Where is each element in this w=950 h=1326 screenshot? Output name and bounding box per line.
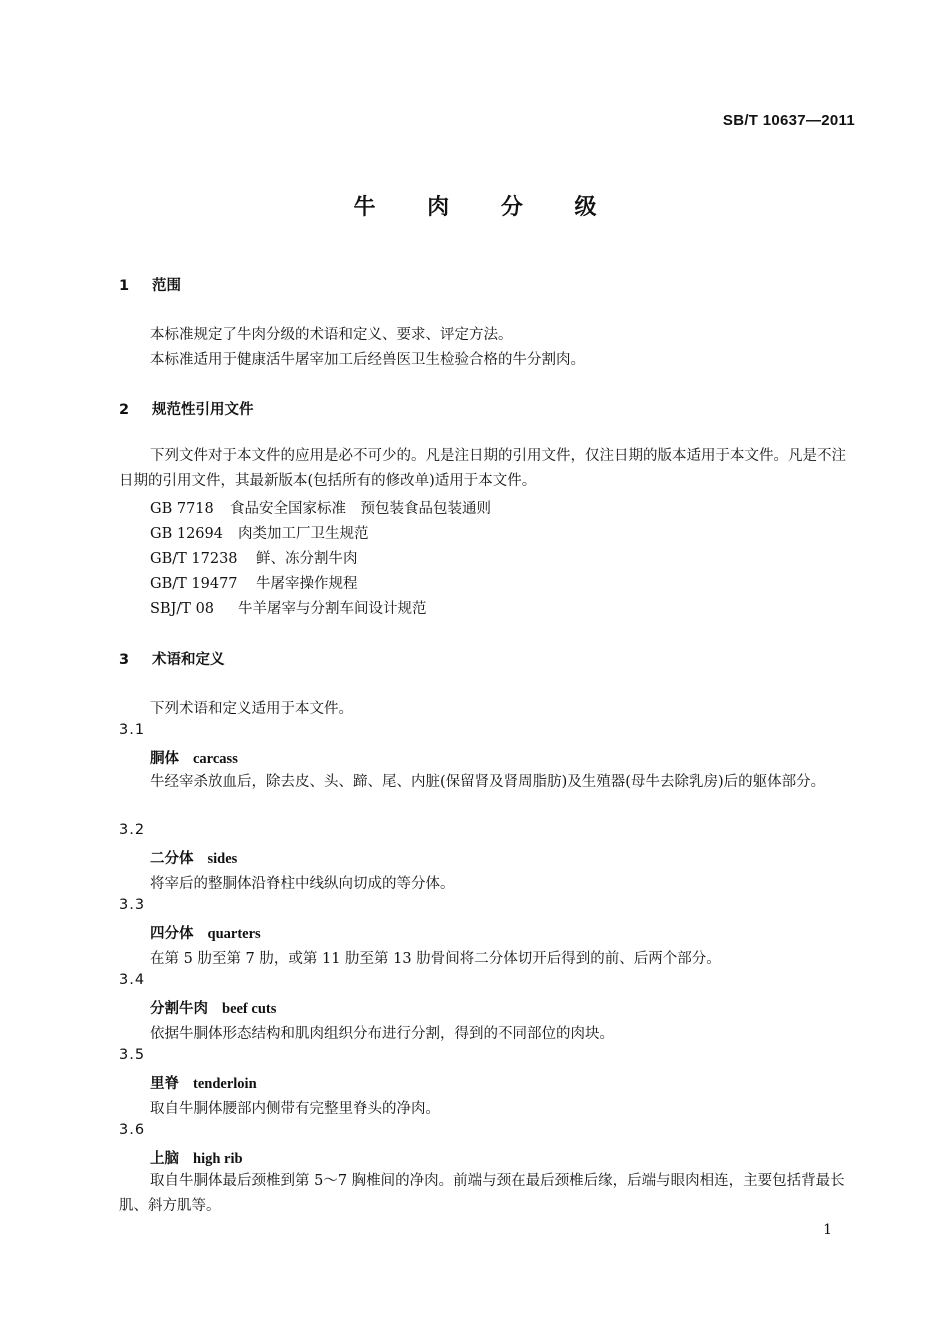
section-title: 规范性引用文件 (152, 402, 254, 418)
reference-code: GB 12694 (150, 526, 223, 542)
reference-title: 肉类加工厂卫生规范 (238, 526, 369, 542)
term-english: high rib (193, 1151, 243, 1167)
terms-intro: 下列术语和定义适用于本文件。 (150, 701, 353, 717)
term-entry (150, 922, 261, 943)
clause-number: 3.6 (119, 1122, 146, 1138)
term-definition: 牛经宰杀放血后，除去皮、头、蹄、尾、内脏(保留肾及肾周脂肪)及生殖器(母牛去除乳房)后的躯体部分。 (150, 774, 826, 790)
reference-code: GB/T 19477 (150, 576, 238, 592)
reference-item (150, 572, 358, 593)
reference-item (150, 497, 491, 518)
section-title: 范围 (152, 278, 181, 294)
reference-title: 牛羊屠宰与分割车间设计规范 (238, 601, 427, 617)
page-number: 1 (823, 1222, 832, 1238)
scope-paragraph-1: 本标准规定了牛肉分级的术语和定义、要求、评定方法。 (150, 327, 513, 343)
reference-title: 鲜、冻分割牛肉 (256, 551, 358, 567)
clause-number: 3.1 (119, 722, 146, 738)
section-heading-normative-references (119, 398, 254, 419)
reference-code: SBJ/T 08 (150, 601, 215, 617)
term-chinese: 上脑 (150, 1151, 179, 1167)
term-chinese: 胴体 (150, 751, 179, 767)
term-definition: 在第 5 肋至第 7 肋，或第 11 肋至第 13 肋骨间将二分体切开后得到的前、后两个部分。 (150, 951, 721, 967)
term-definition: 将宰后的整胴体沿脊柱中线纵向切成的等分体。 (150, 876, 455, 892)
document-title: 牛 肉 分 级 (353, 195, 619, 220)
clause-number: 3.3 (119, 897, 146, 913)
scope-paragraph-2: 本标准适用于健康活牛屠宰加工后经兽医卫生检验合格的牛分割肉。 (150, 352, 585, 368)
term-entry (150, 747, 238, 768)
term-entry (150, 1072, 257, 1093)
reference-item (150, 522, 369, 543)
term-entry (150, 847, 237, 868)
term-chinese: 里脊 (150, 1076, 179, 1092)
term-english: sides (207, 851, 238, 867)
section-number: 3 (119, 652, 130, 668)
term-definition: 取自牛胴体腰部内侧带有完整里脊头的净肉。 (150, 1101, 440, 1117)
section-number: 1 (119, 278, 130, 294)
term-entry (150, 1147, 243, 1168)
reference-item (150, 597, 427, 618)
section-heading-terms-definitions (119, 648, 225, 669)
reference-item (150, 547, 358, 568)
reference-code: GB 7718 (150, 501, 214, 517)
clause-number: 3.2 (119, 822, 146, 838)
clause-number: 3.5 (119, 1047, 146, 1063)
section-number: 2 (119, 402, 130, 418)
clause-number: 3.4 (119, 972, 146, 988)
term-chinese: 四分体 (150, 926, 194, 942)
term-definition: 依据牛胴体形态结构和肌肉组织分布进行分割，得到的不同部位的肉块。 (150, 1026, 614, 1042)
term-entry (150, 997, 276, 1018)
reference-code: GB/T 17238 (150, 551, 238, 567)
term-chinese: 二分体 (150, 851, 194, 867)
references-intro: 下列文件对于本文件的应用是必不可少的。凡是注日期的引用文件，仅注日期的版本适用于本文件。凡是不注日期的引用文件，其最新版本(包括所有的修改单)适用于本文件。 (119, 448, 846, 489)
term-english: carcass (193, 751, 238, 767)
standard-code: SB/T 10637—2011 (722, 112, 855, 129)
section-title: 术语和定义 (152, 652, 225, 668)
term-chinese: 分割牛肉 (150, 1001, 208, 1017)
term-definition: 取自牛胴体最后颈椎到第 5～7 胸椎间的净肉。前端与颈在最后颈椎后缘，后端与眼肉相连，主要包括背最长肌、斜方肌等。 (119, 1173, 845, 1214)
term-english: tenderloin (193, 1076, 257, 1092)
term-english: quarters (207, 926, 261, 942)
term-english: beef cuts (222, 1001, 277, 1017)
section-heading-scope (119, 274, 181, 295)
reference-title: 食品安全国家标准 预包装食品包装通则 (230, 501, 491, 517)
reference-title: 牛屠宰操作规程 (256, 576, 358, 592)
